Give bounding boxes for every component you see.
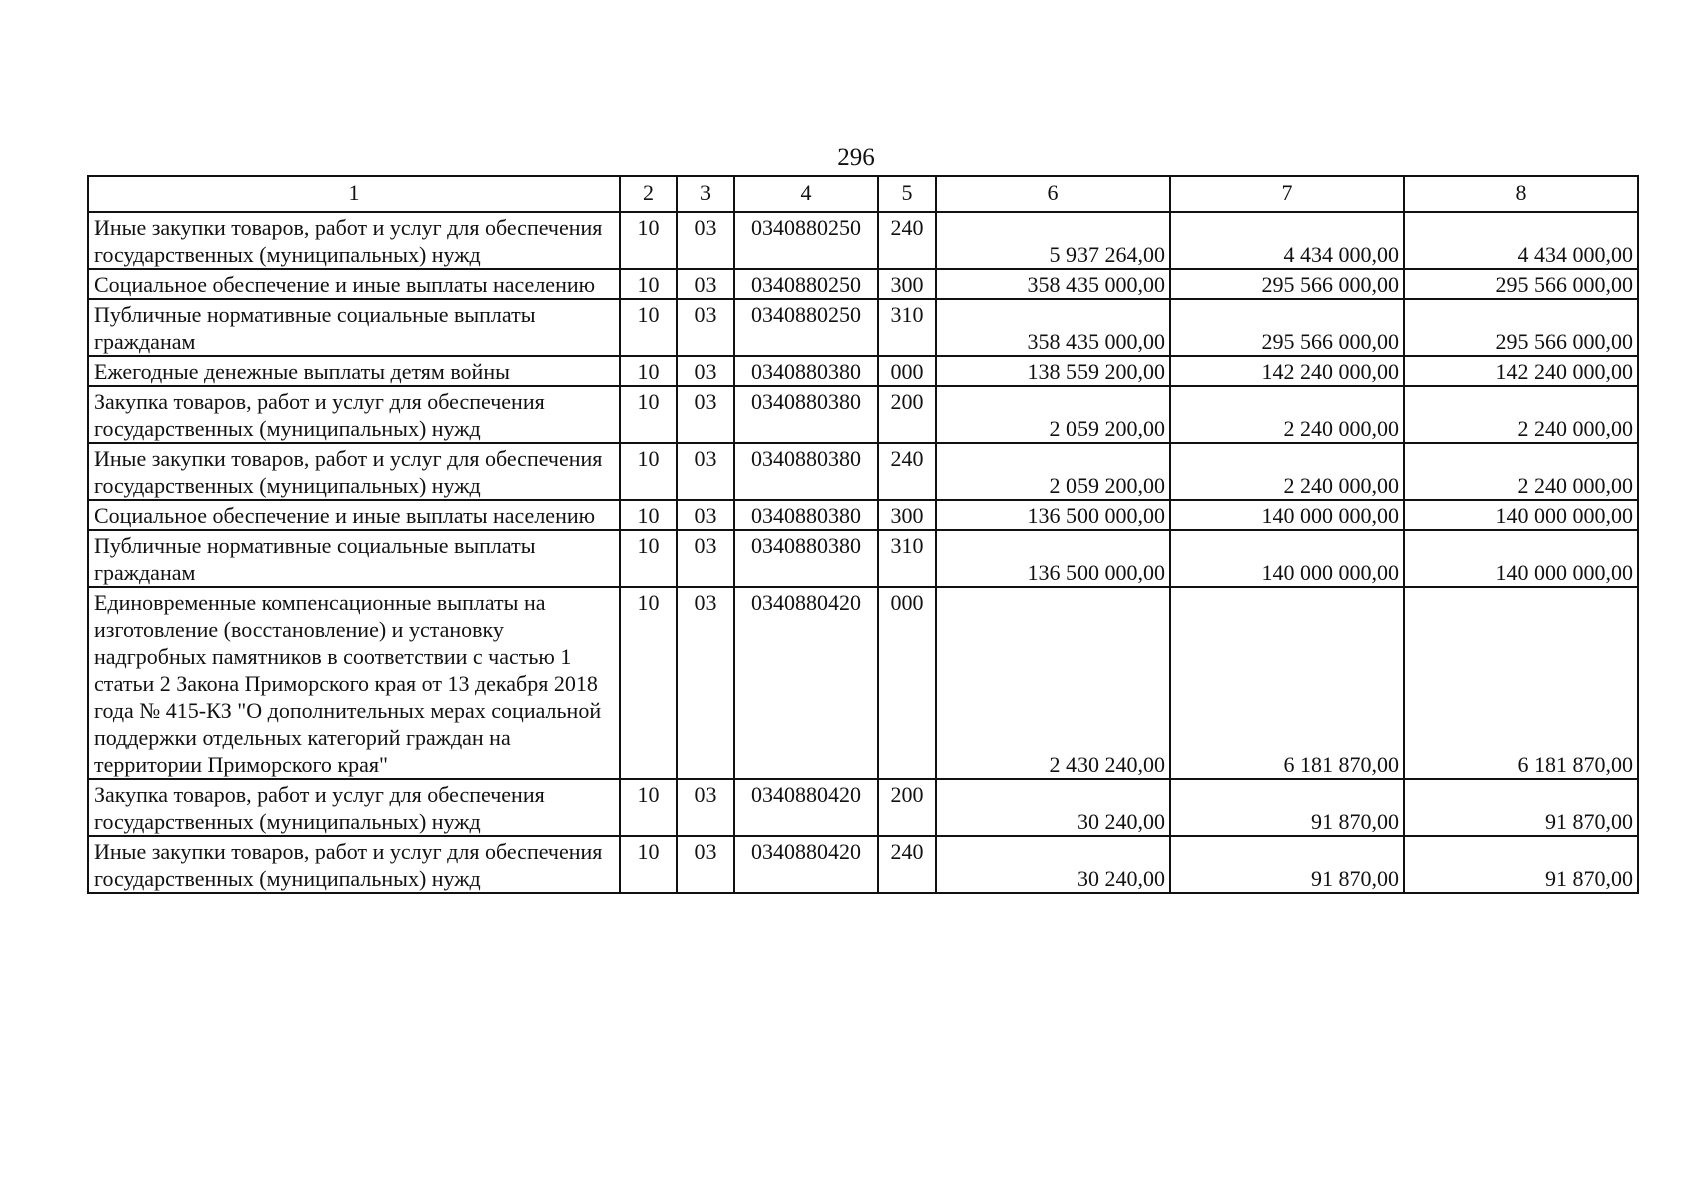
- item-name: Иные закупки товаров, работ и услуг для обеспечения государственных (муниципальных) нужд: [88, 443, 620, 500]
- amount-col-7: 91 870,00: [1170, 836, 1404, 893]
- amount-col-6: 136 500 000,00: [936, 500, 1170, 530]
- table-row: [88, 587, 1638, 779]
- subsection-code: 03: [677, 386, 734, 443]
- expense-type-code: 240: [878, 443, 936, 500]
- target-article-code: 0340880380: [734, 356, 878, 386]
- section-code: 10: [620, 356, 677, 386]
- amount-col-6: 136 500 000,00: [936, 530, 1170, 587]
- expense-type-code: 000: [878, 587, 936, 779]
- target-article-code: 0340880250: [734, 269, 878, 299]
- section-code: 10: [620, 779, 677, 836]
- item-name: Закупка товаров, работ и услуг для обеспечения государственных (муниципальных) нужд: [88, 386, 620, 443]
- table-header-row: [88, 176, 1638, 212]
- amount-col-8: 295 566 000,00: [1404, 299, 1638, 356]
- amount-col-7: 4 434 000,00: [1170, 212, 1404, 269]
- amount-col-8: 4 434 000,00: [1404, 212, 1638, 269]
- item-name: Социальное обеспечение и иные выплаты населению: [88, 500, 620, 530]
- expense-type-code: 310: [878, 530, 936, 587]
- subsection-code: 03: [677, 356, 734, 386]
- subsection-code: 03: [677, 530, 734, 587]
- subsection-code: 03: [677, 587, 734, 779]
- amount-col-8: 142 240 000,00: [1404, 356, 1638, 386]
- section-code: 10: [620, 212, 677, 269]
- column-header: 1: [88, 176, 620, 212]
- target-article-code: 0340880250: [734, 212, 878, 269]
- table-row: [88, 500, 1638, 530]
- table-row: [88, 356, 1638, 386]
- table-row: [88, 779, 1638, 836]
- amount-col-6: 5 937 264,00: [936, 212, 1170, 269]
- amount-col-8: 91 870,00: [1404, 779, 1638, 836]
- item-name: Иные закупки товаров, работ и услуг для обеспечения государственных (муниципальных) нужд: [88, 212, 620, 269]
- subsection-code: 03: [677, 299, 734, 356]
- section-code: 10: [620, 530, 677, 587]
- target-article-code: 0340880380: [734, 443, 878, 500]
- item-name: Ежегодные денежные выплаты детям войны: [88, 356, 620, 386]
- amount-col-6: 358 435 000,00: [936, 299, 1170, 356]
- amount-col-7: 2 240 000,00: [1170, 386, 1404, 443]
- amount-col-8: 6 181 870,00: [1404, 587, 1638, 779]
- item-name: Единовременные компенсационные выплаты на изготовление (восстановление) и установку надгробных памятников в соответствии с частью 1 статьи 2 Закона Приморского края от 13 декабря 2018 года № 415-КЗ "О дополнительных мерах социальной поддержки отдельных категорий граждан на территории Приморского края": [88, 587, 620, 779]
- item-name: Публичные нормативные социальные выплаты гражданам: [88, 299, 620, 356]
- column-header: 2: [620, 176, 677, 212]
- expense-type-code: 240: [878, 212, 936, 269]
- target-article-code: 0340880380: [734, 386, 878, 443]
- target-article-code: 0340880420: [734, 587, 878, 779]
- column-header: 3: [677, 176, 734, 212]
- amount-col-6: 2 059 200,00: [936, 443, 1170, 500]
- column-header: 6: [936, 176, 1170, 212]
- item-name: Публичные нормативные социальные выплаты гражданам: [88, 530, 620, 587]
- expense-type-code: 200: [878, 386, 936, 443]
- subsection-code: 03: [677, 500, 734, 530]
- table-row: [88, 299, 1638, 356]
- section-code: 10: [620, 587, 677, 779]
- page-number: 296: [837, 144, 875, 171]
- amount-col-6: 2 430 240,00: [936, 587, 1170, 779]
- table-row: [88, 386, 1638, 443]
- amount-col-7: 6 181 870,00: [1170, 587, 1404, 779]
- amount-col-6: 30 240,00: [936, 779, 1170, 836]
- amount-col-7: 142 240 000,00: [1170, 356, 1404, 386]
- item-name: Иные закупки товаров, работ и услуг для обеспечения государственных (муниципальных) нужд: [88, 836, 620, 893]
- amount-col-7: 140 000 000,00: [1170, 530, 1404, 587]
- table-row: [88, 212, 1638, 269]
- column-header: 4: [734, 176, 878, 212]
- section-code: 10: [620, 269, 677, 299]
- column-header: 5: [878, 176, 936, 212]
- item-name: Социальное обеспечение и иные выплаты населению: [88, 269, 620, 299]
- target-article-code: 0340880420: [734, 836, 878, 893]
- table-row: [88, 836, 1638, 893]
- section-code: 10: [620, 386, 677, 443]
- amount-col-8: 140 000 000,00: [1404, 500, 1638, 530]
- amount-col-7: 91 870,00: [1170, 779, 1404, 836]
- target-article-code: 0340880250: [734, 299, 878, 356]
- amount-col-8: 2 240 000,00: [1404, 443, 1638, 500]
- amount-col-6: 30 240,00: [936, 836, 1170, 893]
- subsection-code: 03: [677, 443, 734, 500]
- section-code: 10: [620, 299, 677, 356]
- table-body: [88, 176, 1638, 893]
- target-article-code: 0340880420: [734, 779, 878, 836]
- amount-col-8: 2 240 000,00: [1404, 386, 1638, 443]
- expense-type-code: 200: [878, 779, 936, 836]
- item-name: Закупка товаров, работ и услуг для обеспечения государственных (муниципальных) нужд: [88, 779, 620, 836]
- table-row: [88, 443, 1638, 500]
- subsection-code: 03: [677, 212, 734, 269]
- section-code: 10: [620, 836, 677, 893]
- amount-col-8: 91 870,00: [1404, 836, 1638, 893]
- amount-col-6: 138 559 200,00: [936, 356, 1170, 386]
- budget-table: [87, 175, 1639, 894]
- target-article-code: 0340880380: [734, 530, 878, 587]
- expense-type-code: 300: [878, 500, 936, 530]
- amount-col-6: 358 435 000,00: [936, 269, 1170, 299]
- section-code: 10: [620, 500, 677, 530]
- amount-col-8: 295 566 000,00: [1404, 269, 1638, 299]
- expense-type-code: 310: [878, 299, 936, 356]
- table-row: [88, 530, 1638, 587]
- subsection-code: 03: [677, 779, 734, 836]
- amount-col-7: 140 000 000,00: [1170, 500, 1404, 530]
- subsection-code: 03: [677, 269, 734, 299]
- column-header: 7: [1170, 176, 1404, 212]
- amount-col-8: 140 000 000,00: [1404, 530, 1638, 587]
- subsection-code: 03: [677, 836, 734, 893]
- amount-col-7: 2 240 000,00: [1170, 443, 1404, 500]
- table-row: [88, 269, 1638, 299]
- amount-col-6: 2 059 200,00: [936, 386, 1170, 443]
- amount-col-7: 295 566 000,00: [1170, 299, 1404, 356]
- expense-type-code: 240: [878, 836, 936, 893]
- section-code: 10: [620, 443, 677, 500]
- amount-col-7: 295 566 000,00: [1170, 269, 1404, 299]
- expense-type-code: 000: [878, 356, 936, 386]
- column-header: 8: [1404, 176, 1638, 212]
- target-article-code: 0340880380: [734, 500, 878, 530]
- expense-type-code: 300: [878, 269, 936, 299]
